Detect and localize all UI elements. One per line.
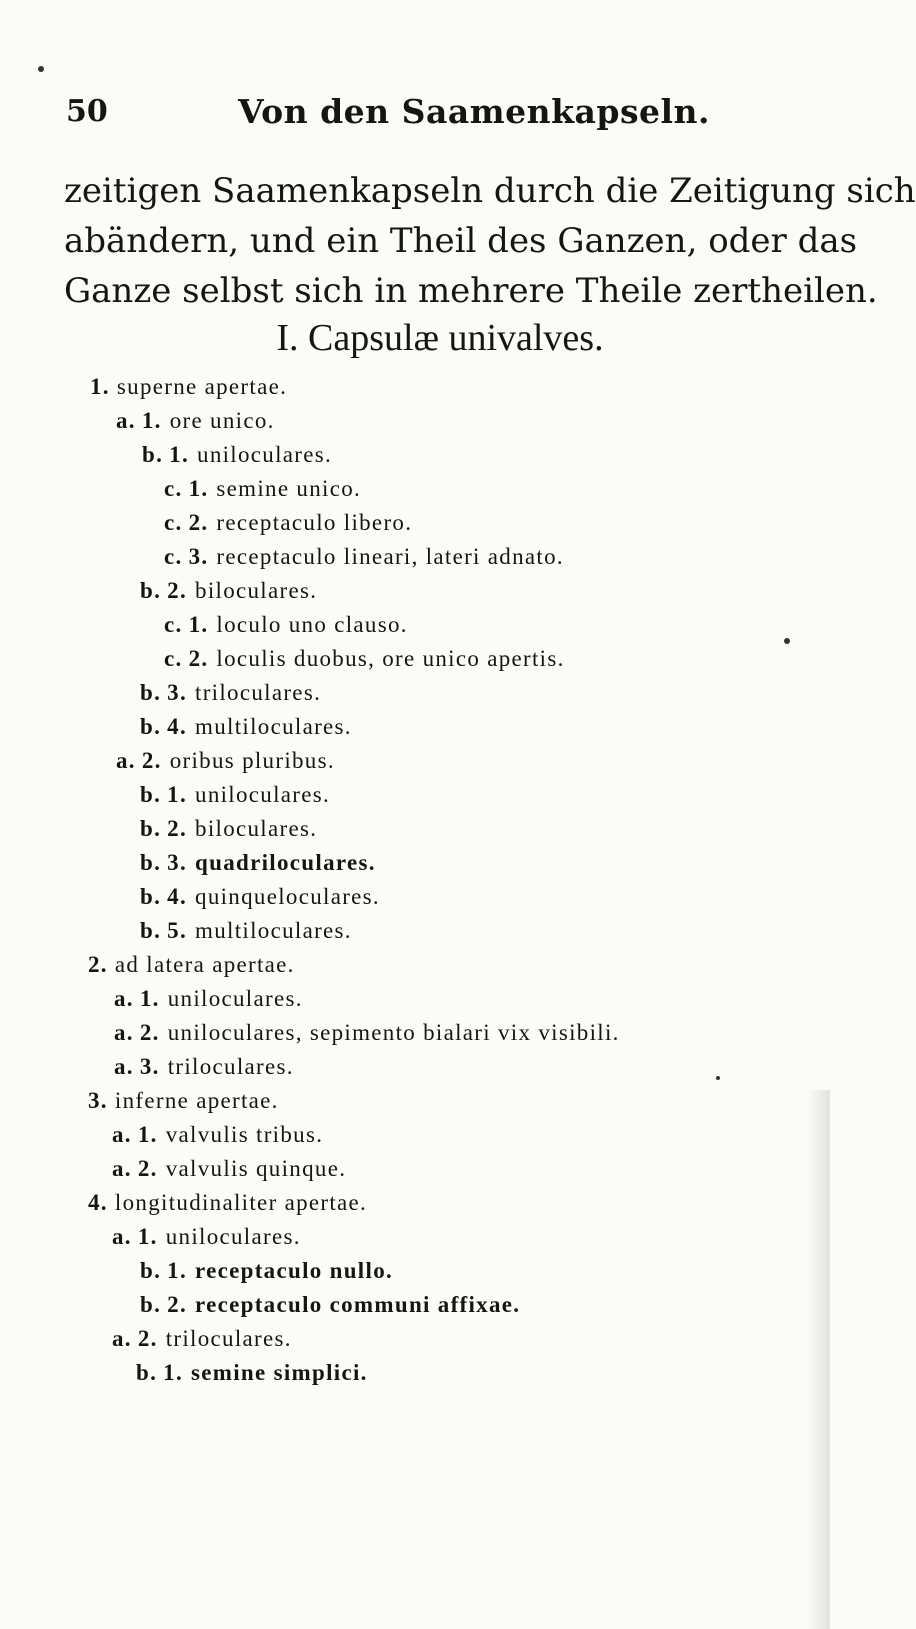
outline-text: valvulis quinque.	[165, 1156, 347, 1181]
outline-text: semine simplici.	[191, 1360, 368, 1385]
outline-text: triloculares.	[195, 680, 322, 705]
outline-item	[164, 646, 565, 672]
outline-item	[142, 442, 332, 468]
outline-mark: a.	[112, 1224, 132, 1249]
outline-text: multiloculares.	[195, 918, 352, 943]
outline-item	[114, 1020, 620, 1046]
outline-mark: 3.	[88, 1088, 108, 1113]
outline-text: ore unico.	[169, 408, 275, 433]
outline-text: semine unico.	[216, 476, 362, 501]
outline-mark: c.	[164, 612, 183, 637]
outline-mark: b.	[140, 816, 162, 841]
outline-number: 2.	[141, 748, 162, 773]
outline-number: 1.	[163, 1360, 184, 1385]
outline-text: triloculares.	[165, 1326, 292, 1351]
outline-number: 4.	[167, 714, 188, 739]
outline-text: loculo uno clauso.	[216, 612, 408, 637]
page-header	[0, 92, 830, 136]
outline-mark: b.	[140, 680, 162, 705]
outline-item	[140, 782, 330, 808]
outline-text: uniloculares.	[195, 782, 331, 807]
outline-item	[140, 1258, 393, 1284]
outline-number: 3.	[167, 850, 188, 875]
outline-mark: c.	[164, 646, 183, 671]
ink-speck	[716, 1076, 720, 1080]
outline-item	[88, 952, 295, 978]
outline-number: 2.	[139, 1020, 160, 1045]
outline-mark: b.	[136, 1360, 158, 1385]
outline-number: 1.	[141, 408, 162, 433]
outline-item	[140, 918, 352, 944]
outline-number: 2.	[188, 646, 209, 671]
outline-item	[140, 816, 317, 842]
outline-item	[112, 1224, 301, 1250]
outline-item	[164, 612, 408, 638]
outline-mark: b.	[140, 1292, 162, 1317]
outline-number: 1.	[188, 612, 209, 637]
outline-mark: b.	[140, 782, 162, 807]
outline-text: uniloculares.	[167, 986, 303, 1011]
outline-number: 2.	[167, 578, 188, 603]
outline-text: superne apertae.	[116, 374, 288, 399]
outline-mark: b.	[140, 884, 162, 909]
outline-number: 1.	[137, 1122, 158, 1147]
outline-item	[88, 1088, 279, 1114]
running-head: Von den Saamenkapseln.	[238, 92, 711, 131]
outline-item	[88, 1190, 367, 1216]
outline-item	[164, 476, 361, 502]
outline-text: receptaculo nullo.	[195, 1258, 394, 1283]
outline-number: 1.	[167, 782, 188, 807]
outline-mark: b.	[140, 1258, 162, 1283]
outline-number: 4.	[167, 884, 188, 909]
outline-text: inferne apertae.	[114, 1088, 279, 1113]
outline-item	[90, 374, 287, 400]
outline-item	[112, 1122, 323, 1148]
outline-text: longitudinaliter apertae.	[114, 1190, 368, 1215]
outline-item	[140, 578, 317, 604]
outline-number: 1.	[167, 1258, 188, 1283]
outline-number: 2.	[167, 816, 188, 841]
outline-number: 2.	[167, 1292, 188, 1317]
outline-mark: a.	[114, 1054, 134, 1079]
outline-item	[140, 850, 376, 876]
outline-mark: 4.	[88, 1190, 108, 1215]
outline-text: biloculares.	[195, 816, 318, 841]
outline-number: 1.	[137, 1224, 158, 1249]
paragraph-line: zeitigen Saamenkapseln durch die Zeitigung sich	[64, 171, 916, 211]
outline-item	[112, 1156, 346, 1182]
outline-item	[164, 510, 412, 536]
outline-number: 3.	[188, 544, 209, 569]
outline-mark: b.	[140, 578, 162, 603]
outline-mark: a.	[112, 1122, 132, 1147]
ink-speck	[784, 638, 790, 644]
outline-mark: 2.	[88, 952, 108, 977]
outline-text: valvulis tribus.	[165, 1122, 324, 1147]
page-number: 50	[66, 94, 108, 129]
outline-number: 1.	[169, 442, 190, 467]
outline-number: 1.	[188, 476, 209, 501]
paragraph-line: abändern, und ein Theil des Ganzen, oder das	[64, 221, 858, 261]
outline-text: ad latera apertae.	[114, 952, 295, 977]
outline-text: uniloculares.	[165, 1224, 301, 1249]
outline-mark: b.	[140, 850, 162, 875]
outline-item	[114, 1054, 294, 1080]
outline-text: biloculares.	[195, 578, 318, 603]
outline-number: 5.	[167, 918, 188, 943]
outline-item	[114, 986, 303, 1012]
outline-item	[140, 884, 380, 910]
section-heading: I. Capsulæ univalves.	[276, 317, 604, 359]
outline-text: triloculares.	[167, 1054, 294, 1079]
outline-text: uniloculares, sepimento bialari vix visibili.	[167, 1020, 620, 1045]
outline-mark: a.	[116, 748, 136, 773]
outline-item	[140, 714, 352, 740]
outline-item	[116, 748, 335, 774]
outline-text: receptaculo communi affixae.	[195, 1292, 521, 1317]
outline-text: multiloculares.	[195, 714, 352, 739]
outline-item	[116, 408, 275, 434]
outline-number: 2.	[137, 1326, 158, 1351]
outline-mark: a.	[116, 408, 136, 433]
outline-text: oribus pluribus.	[169, 748, 335, 773]
outline-text: loculis duobus, ore unico apertis.	[216, 646, 565, 671]
outline-mark: a.	[114, 986, 134, 1011]
outline-text: receptaculo lineari, lateri adnato.	[216, 544, 564, 569]
outline-item	[112, 1326, 292, 1352]
outline-item	[136, 1360, 368, 1386]
page-edge-shadow	[806, 1090, 830, 1629]
outline-mark: 1.	[90, 374, 110, 399]
ink-speck	[38, 66, 44, 72]
outline-number: 3.	[139, 1054, 160, 1079]
outline-text: quadriloculares.	[195, 850, 376, 875]
outline-number: 2.	[188, 510, 209, 535]
outline-mark: c.	[164, 510, 183, 535]
outline-mark: a.	[112, 1156, 132, 1181]
outline-mark: b.	[140, 918, 162, 943]
outline-item	[140, 1292, 520, 1318]
outline-number: 3.	[167, 680, 188, 705]
outline-text: uniloculares.	[197, 442, 333, 467]
body-paragraph	[64, 166, 916, 316]
outline-mark: b.	[140, 714, 162, 739]
outline-mark: c.	[164, 544, 183, 569]
outline-item	[164, 544, 564, 570]
paragraph-line: Ganze selbst sich in mehrere Theile zertheilen.	[64, 271, 878, 311]
outline-mark: b.	[142, 442, 164, 467]
outline-item	[140, 680, 321, 706]
outline-text: receptaculo libero.	[216, 510, 413, 535]
outline-mark: a.	[114, 1020, 134, 1045]
outline-text: quinqueloculares.	[195, 884, 380, 909]
outline-number: 2.	[137, 1156, 158, 1181]
outline-mark: c.	[164, 476, 183, 501]
outline-number: 1.	[139, 986, 160, 1011]
outline-mark: a.	[112, 1326, 132, 1351]
